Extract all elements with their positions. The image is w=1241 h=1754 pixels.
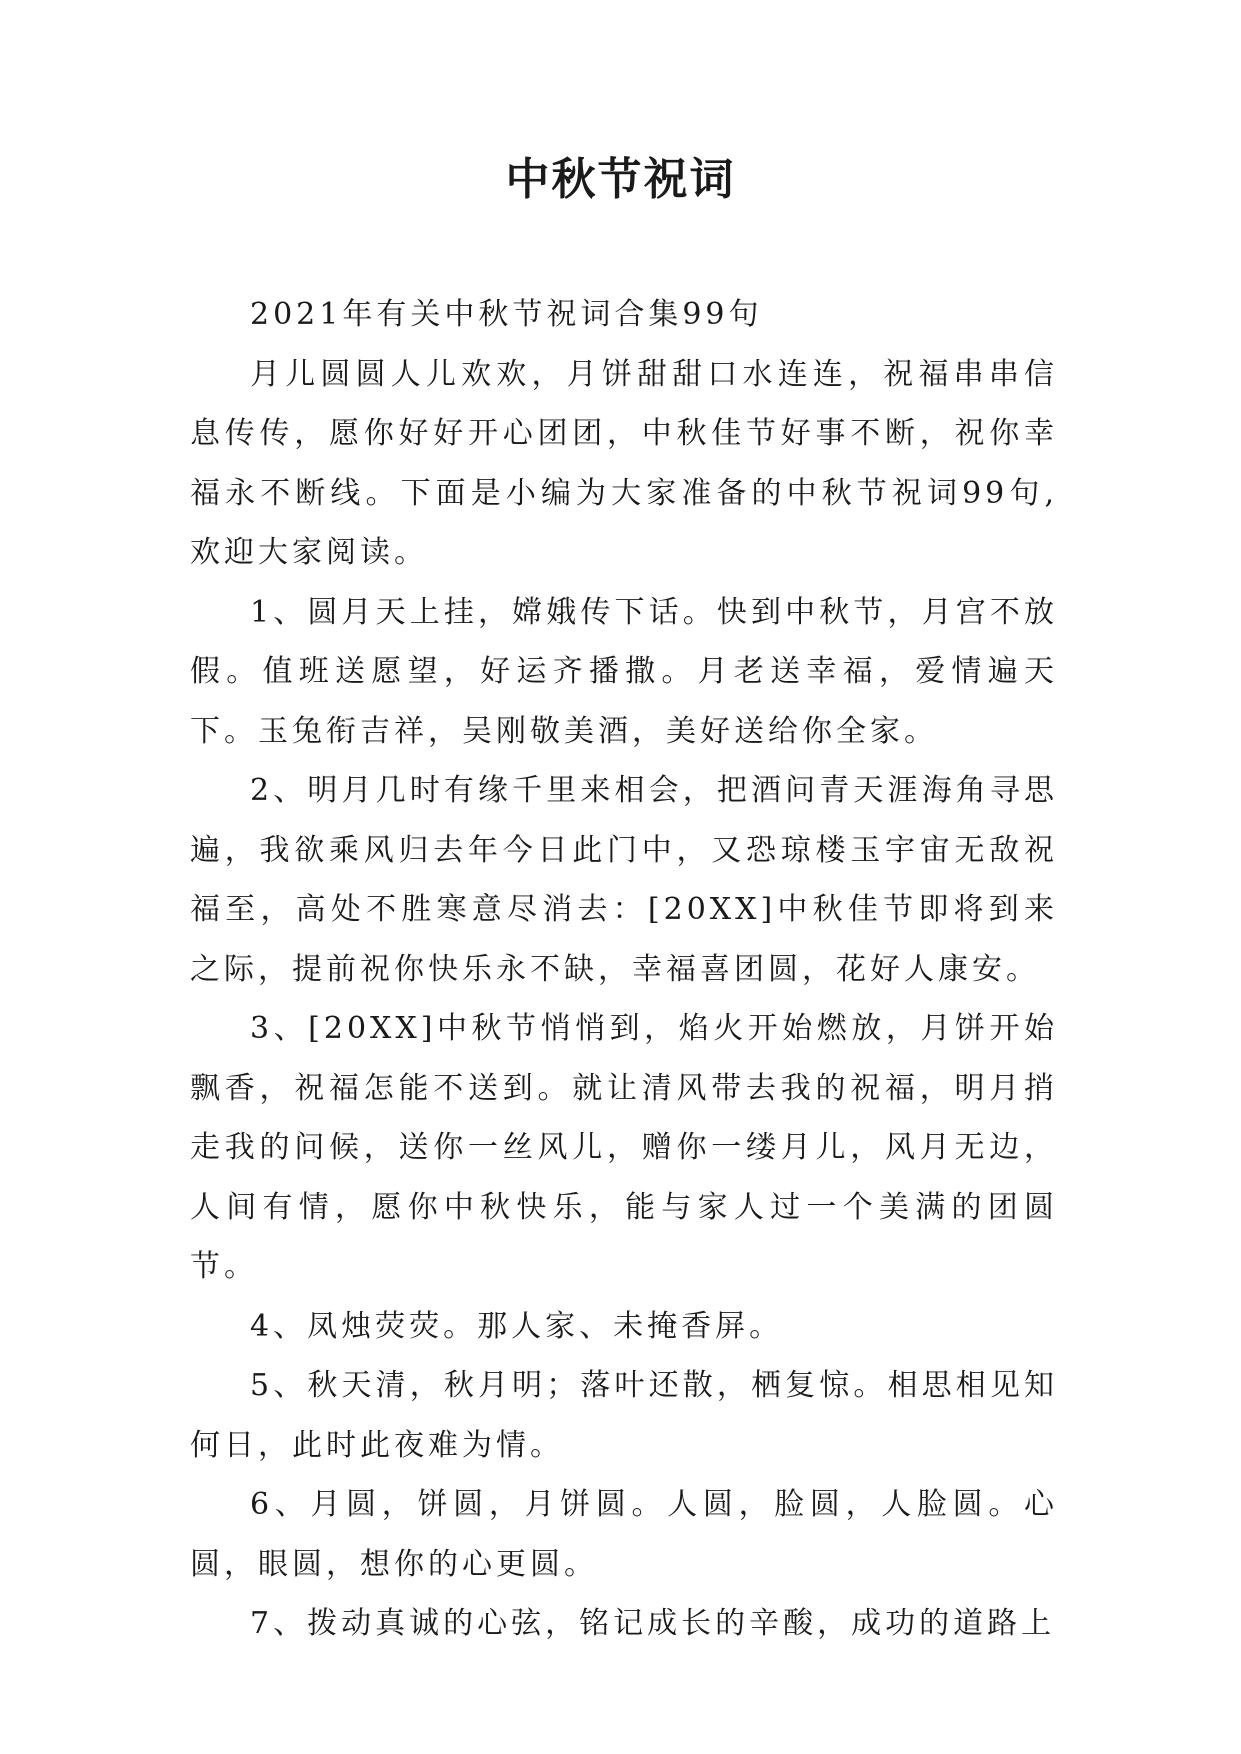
document-title: 中秋节祝词 [505,154,736,205]
intro-paragraph: 月儿圆圆人儿欢欢，月饼甜甜口水连连，祝福串串信息传传，愿你好好开心团团，中秋佳节好事不断，祝你幸福永不断线。下面是小编为大家准备的中秋节祝词99句,欢迎大家阅读。 [190,356,1058,570]
document-body [190,285,1058,1654]
item-2: 2、明月几时有缘千里来相会，把酒问青天涯海角寻思遍，我欲乘风归去年今日此门中，又恐琼楼玉宇宙无敌祝福至，高处不胜寒意尽消去：[20XX]中秋佳节即将到来之际，提前祝你快乐永不缺，幸福喜团圆，花好人康安。 [190,773,1058,987]
item-7: 7、拨动真诚的心弦，铭记成长的辛酸，成功的道路上 [250,1606,1056,1641]
item-6: 6、月圆，饼圆，月饼圆。人圆，脸圆，人脸圆。心圆，眼圆，想你的心更圆。 [190,1487,1058,1582]
item-3: 3、[20XX]中秋节悄悄到，焰火开始燃放，月饼开始飘香，祝福怎能不送到。就让清风带去我的祝福，明月捎走我的问候，送你一丝风儿，赠你一缕月儿，风月无边，人间有情，愿你中秋快乐，能与家人过一个美满的团圆节。 [190,1011,1058,1284]
item-1: 1、圆月天上挂，嫦娥传下话。快到中秋节，月宫不放假。值班送愿望，好运齐播撒。月老送幸福，爱情遍天下。玉兔衔吉祥，吴刚敬美酒，美好送给你全家。 [190,594,1058,749]
intro-heading: 2021年有关中秋节祝词合集99句 [250,297,763,332]
item-5: 5、秋天清，秋月明；落叶还散，栖复惊。相思相见知何日，此时此夜难为情。 [190,1368,1058,1463]
item-4: 4、凤烛荧荧。那人家、未掩香屏。 [250,1308,784,1344]
